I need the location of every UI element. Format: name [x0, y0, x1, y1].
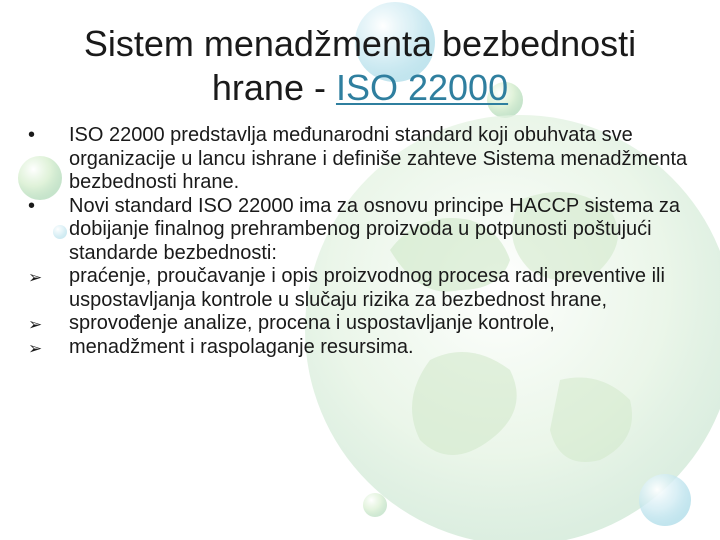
title-line-1: Sistem menadžmenta bezbednosti [83, 23, 637, 64]
list-item-text: praćenje, proučavanje i opis proizvodnog procesa radi preventive ili uspostavljanja kontrole u slučaju rizika za bezbednost hrane, [69, 265, 665, 311]
arrow-bullet-icon: ➢ [28, 338, 43, 358]
list-item-text: Novi standard ISO 22000 ima za osnovu principe HACCP sistema za dobijanje finalnog prehrambenog proizvoda u potpunosti poštujući standarde bezbednosti: [69, 194, 681, 264]
bullet-list [22, 124, 702, 359]
list-item [22, 336, 702, 360]
bubble-decoration [639, 474, 691, 526]
bubble-decoration [363, 493, 387, 517]
title-line-2-prefix: hrane - [211, 67, 336, 108]
list-item [22, 195, 702, 266]
arrow-bullet-icon: ➢ [28, 268, 43, 287]
arrow-bullet-icon: ➢ [28, 315, 43, 334]
list-item-text: sprovođenje analize, procena i uspostavljanje kontrole, [69, 312, 555, 334]
bullet-icon: • [28, 124, 36, 146]
slide-title [40, 22, 680, 110]
list-item [22, 312, 702, 336]
bullet-icon: • [28, 194, 36, 217]
list-item-text: ISO 22000 predstavlja međunarodni standard koji obuhvata sve organizacije u lancu ishrane i definiše zahteve Sistema menadžmenta bezbednosti hrane. [69, 124, 688, 193]
list-item-text: menadžment i raspolaganje resursima. [69, 335, 414, 358]
list-item [22, 124, 702, 195]
iso-22000-link[interactable]: ISO 22000 [335, 67, 509, 108]
list-item [22, 265, 702, 312]
